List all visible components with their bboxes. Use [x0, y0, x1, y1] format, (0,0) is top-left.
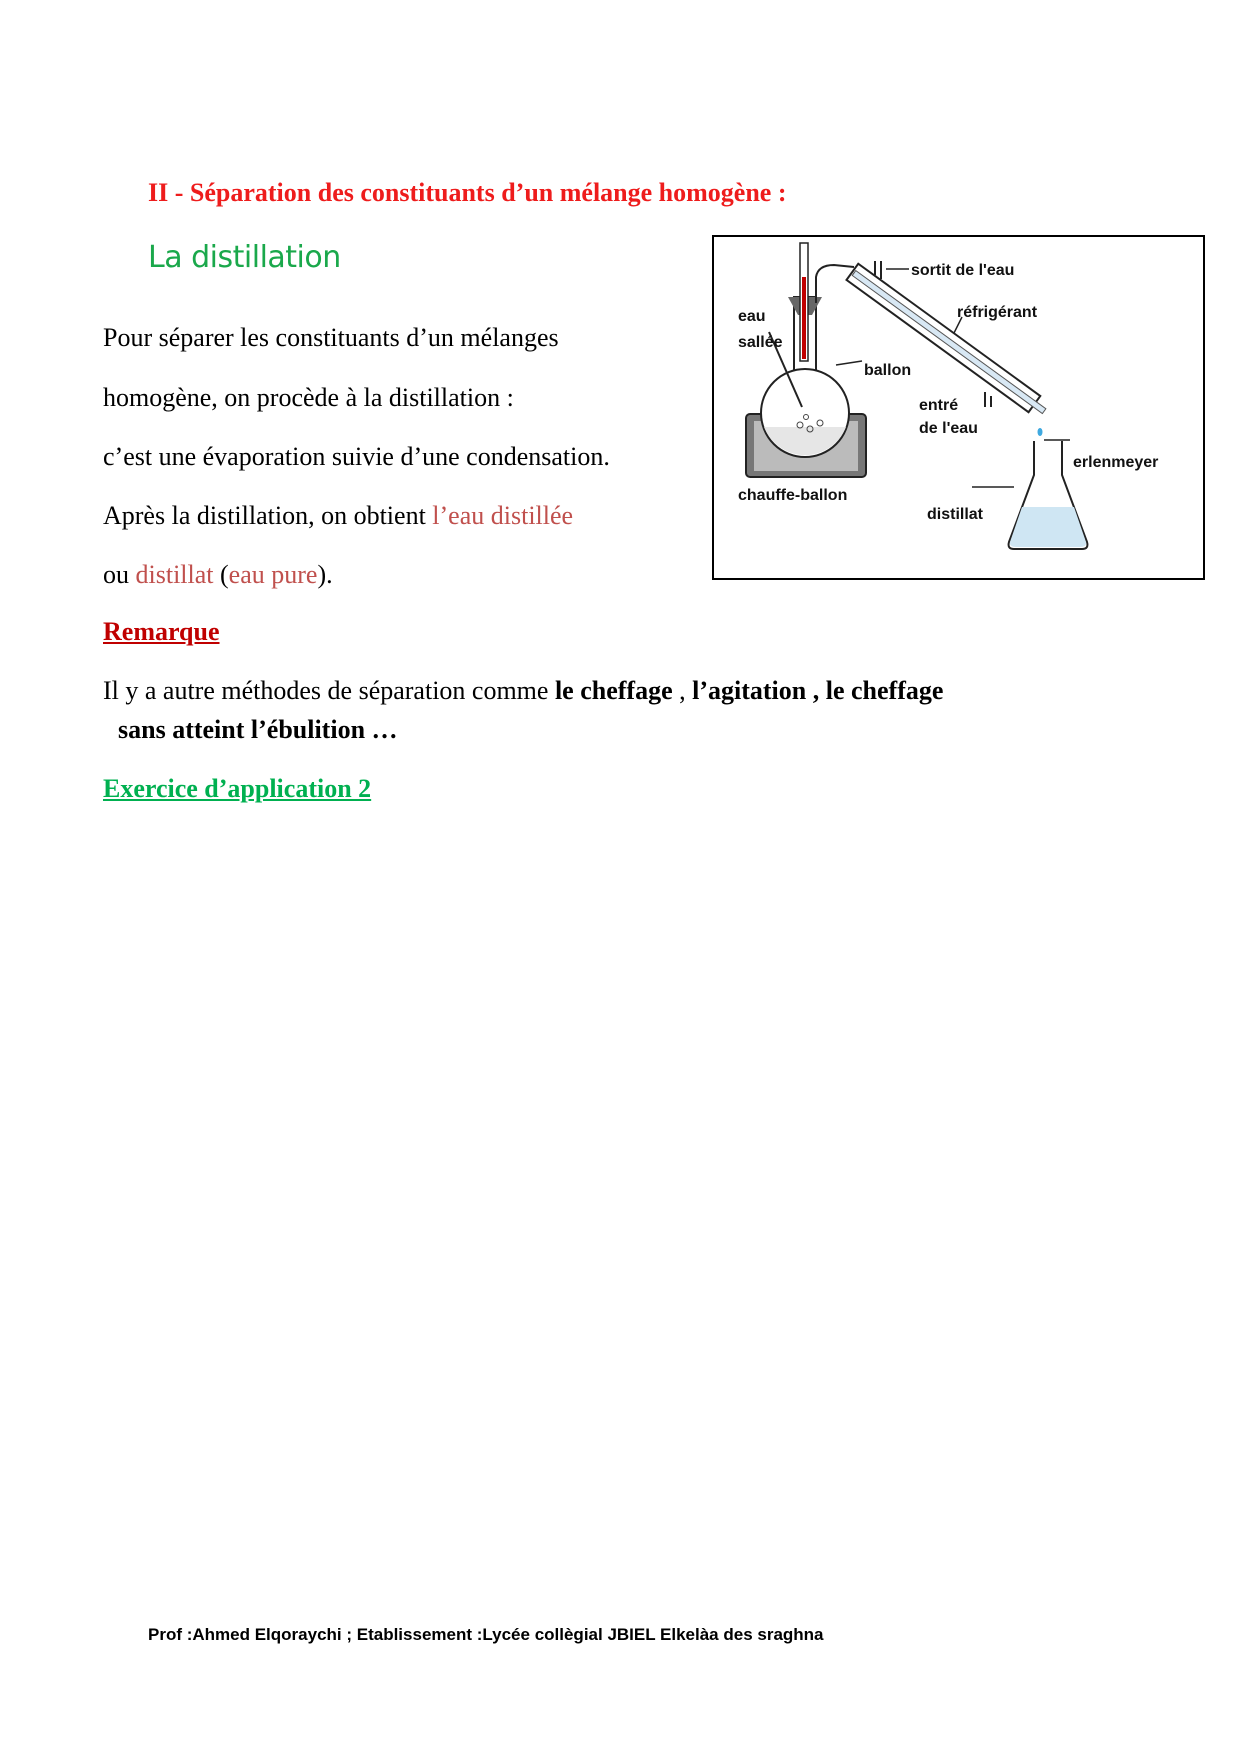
remark-bold-2: l’agitation , le cheffage: [692, 676, 944, 705]
highlight-eau-pure: eau pure: [228, 560, 318, 589]
paragraph-line-4-prefix: Après la distillation, on obtient: [103, 501, 433, 530]
label-erlenmeyer: erlenmeyer: [1073, 454, 1159, 471]
highlight-eau-distillee: l’eau distillée: [432, 501, 574, 530]
remark-line-2: sans atteint l’ébulition …: [118, 715, 398, 744]
paragraph-line-5-suffix: ).: [317, 560, 333, 589]
distillation-figure: [712, 235, 1205, 580]
paragraph-line-4: [103, 501, 573, 531]
paragraph-line-3: c’est une évaporation suivie d’une condensation.: [103, 442, 610, 471]
thermometer-mercury: [802, 277, 806, 359]
condenser: [847, 264, 1050, 419]
exercise-title: Exercice d’application 2: [103, 774, 372, 803]
drop: [1038, 428, 1043, 436]
paragraph-line-2: homogène, on procède à la distillation :: [103, 383, 514, 412]
paragraph-line-5-prefix: ou: [103, 560, 136, 589]
label-entre: entré: [919, 397, 959, 414]
label-sallee: sallée: [738, 334, 783, 351]
paragraph-line-1: Pour séparer les constituants d’un mélanges: [103, 323, 559, 352]
highlight-distillat: distillat: [135, 560, 214, 589]
label-sortie: sortit de l'eau: [911, 262, 1015, 279]
footer: Prof :Ahmed Elqoraychi ; Etablissement :Lycée collègial JBIEL Elkelàa des sraghna: [148, 1625, 824, 1644]
remark-bold-1: le cheffage: [554, 676, 673, 705]
paragraph-line-5-mid: (: [213, 560, 229, 589]
pointer-line: [836, 361, 862, 365]
condenser-inner-tube: [852, 271, 1046, 414]
remark-separator: ,: [672, 676, 693, 705]
subtitle: La distillation: [148, 240, 341, 275]
label-chauffe-ballon: chauffe-ballon: [738, 487, 848, 504]
paragraph-line-5: [103, 560, 333, 590]
label-de-leau: de l'eau: [919, 420, 978, 437]
label-distillat: distillat: [927, 506, 984, 523]
label-eau: eau: [738, 308, 766, 325]
remark-title: Remarque: [103, 617, 220, 646]
label-refrigerant: réfrigérant: [957, 304, 1038, 321]
distillate-liquid: [1010, 507, 1086, 547]
section-title: II - Séparation des constituants d’un mélange homogène :: [148, 178, 787, 207]
distillation-diagram: [714, 237, 1207, 582]
remark-line-1: [103, 676, 943, 706]
remark-text-prefix: Il y a autre méthodes de séparation comme: [103, 676, 555, 705]
label-ballon: ballon: [864, 362, 912, 379]
